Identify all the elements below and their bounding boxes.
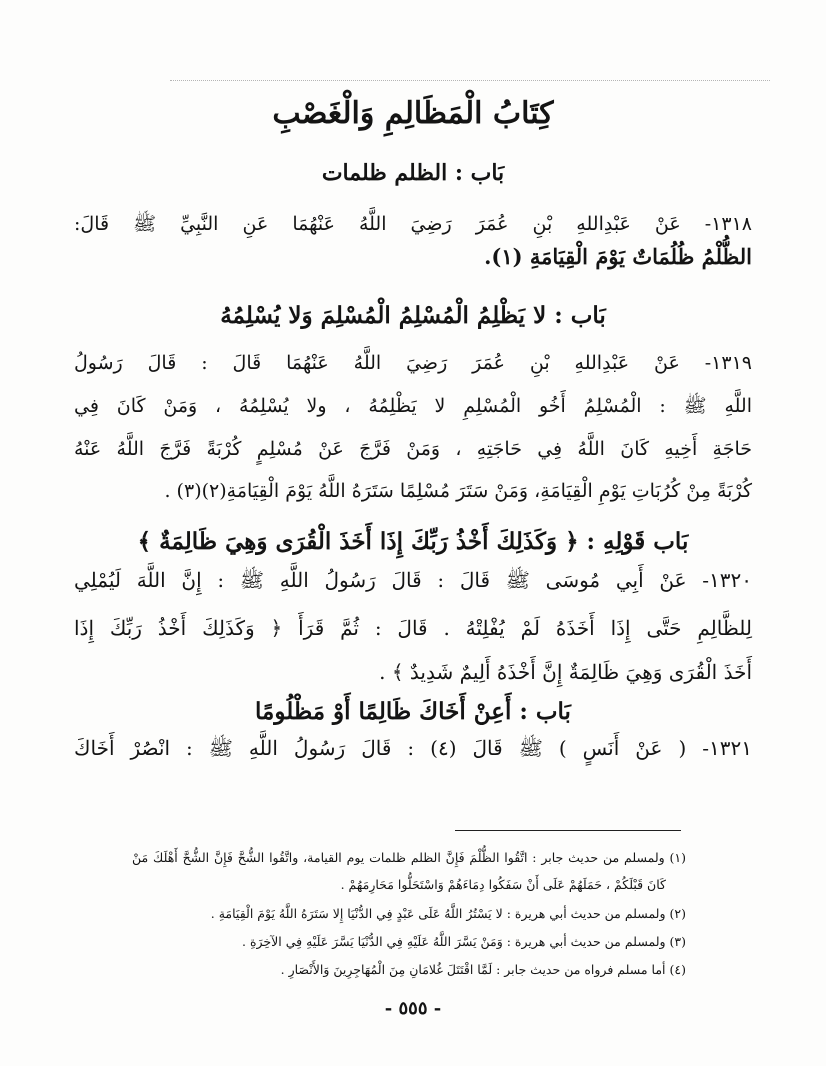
hadith-text-line: أَخَذَ الْقُرَى وَهِيَ ظَالِمَةٌ إِنَّ أَخْذَهُ أَلِيمٌ شَدِيدٌ ﴾ .: [379, 660, 752, 684]
hadith-text-line: ١٣١٩- عَنْ عَبْدِاللهِ بْنِ عُمَرَ رَضِيَ اللَّهُ عَنْهُمَا قَالَ : قَالَ رَسُولُ: [74, 352, 752, 374]
book-title: كِتَابُ الْمَظَالِمِ وَالْغَصْبِ: [272, 96, 554, 131]
page-number: - ٥٥٥ -: [384, 998, 442, 1019]
scan-edge-line: [170, 80, 770, 81]
hadith-text-line: حَاجَةِ أَخِيهِ كَانَ اللَّهُ فِي حَاجَتِهِ ، وَمَنْ فَرَّجَ عَنْ مُسْلِمٍ كُرْبَةً فَرَّجَ اللَّهُ عَنْهُ: [74, 438, 752, 460]
footnote-separator: [455, 830, 681, 831]
chapter-heading: بَاب : الظلم ظلمات: [321, 160, 505, 186]
hadith-text-line: ١٣٢٠- عَنْ أَبِي مُوسَى ﷺ قَالَ : قَالَ رَسُولُ اللَّهِ ﷺ : إِنَّ اللَّهَ لَيُمْلِي: [74, 568, 752, 592]
hadith-text-line: الظُّلْمُ ظُلُمَاتٌ يَوْمَ الْقِيَامَةِ (١).: [484, 244, 752, 269]
footnote-line: (٤) أما مسلم فرواه من حديث جابر : لَمَّا اقْتَتَلَ غُلامَانِ مِنَ الْمُهَاجِرِينَ وَالأَنْصَارِ .: [280, 962, 686, 977]
footnote-line: كَانَ قَبْلَكُمْ ، حَمَلَهُمْ عَلَى أَنْ سَفَكُوا دِمَاءَهُمْ وَاسْتَحَلُّوا مَحَارِمَهُمْ .: [340, 877, 666, 892]
footnote-line: (١) ولمسلم من حديث جابر : اتَّقُوا الظُّلْمَ فَإِنَّ الظلم ظلمات يوم القيامة، واتَّقُوا الشُّحَّ فَإِنَّ الشُّحَّ أَهْلَكَ مَنْ: [132, 850, 686, 865]
hadith-text-line: كُرْبَةً مِنْ كُرُبَاتِ يَوْمِ الْقِيَامَةِ، وَمَنْ سَتَرَ مُسْلِمًا سَتَرَهُ اللَّهُ يَوْمَ الْقِيَامَةِ(٢)(٣) .: [164, 480, 752, 502]
hadith-text-line: ١٣١٨- عَنْ عَبْدِاللهِ بْنِ عُمَرَ رَضِيَ اللَّهُ عَنْهُمَا عَنِ النَّبِيِّ ﷺ قَالَ:: [74, 213, 752, 235]
chapter-heading: بَاب : لا يَظْلِمُ الْمُسْلِمُ الْمُسْلِمَ وَلا يُسْلِمُهُ: [220, 302, 606, 329]
chapter-heading: بَاب : أَعِنْ أَخَاكَ ظَالِمًا أَوْ مَظْلُومًا: [255, 698, 571, 725]
hadith-text-line: اللَّهِ ﷺ : الْمُسْلِمُ أَخُو الْمُسْلِمِ لا يَظْلِمُهُ ، ولا يُسْلِمُهُ ، وَمَنْ كَانَ فِي: [74, 395, 752, 417]
footnote-line: (٢) ولمسلم من حديث أبي هريرة : لا يَسْتُرُ اللَّهُ عَلَى عَبْدٍ فِي الدُّنْيَا إِلا سَتَرَهُ اللَّهُ يَوْمَ الْقِيَامَةِ .: [210, 906, 686, 921]
footnote-line: (٣) ولمسلم من حديث أبي هريرة : وَمَنْ يَسَّرَ اللَّهُ عَلَيْهِ فِي الدُّنْيَا يَسَّرَ عَلَيْهِ فِي الآخِرَةِ .: [242, 934, 686, 949]
chapter-heading: بَاب قَوْلِهِ : ﴿ وَكَذَلِكَ أَخْذُ رَبِّكَ إِذَا أَخَذَ الْقُرَى وَهِيَ ظَالِمَةٌ ﴾: [137, 528, 689, 555]
hadith-text-line: لِلظَّالِمِ حَتَّى إِذَا أَخَذَهُ لَمْ يُفْلِتْهُ . قَالَ : ثُمَّ قَرَأَ ﴿ وَكَذَلِكَ أَخْذُ رَبِّكَ إِذَا: [74, 616, 752, 640]
hadith-text-line: ١٣٢١- ( عَنْ أَنَسٍ ) ﷺ قَالَ (٤) : قَالَ رَسُولُ اللَّهِ ﷺ : انْصُرْ أَخَاكَ: [74, 736, 753, 760]
